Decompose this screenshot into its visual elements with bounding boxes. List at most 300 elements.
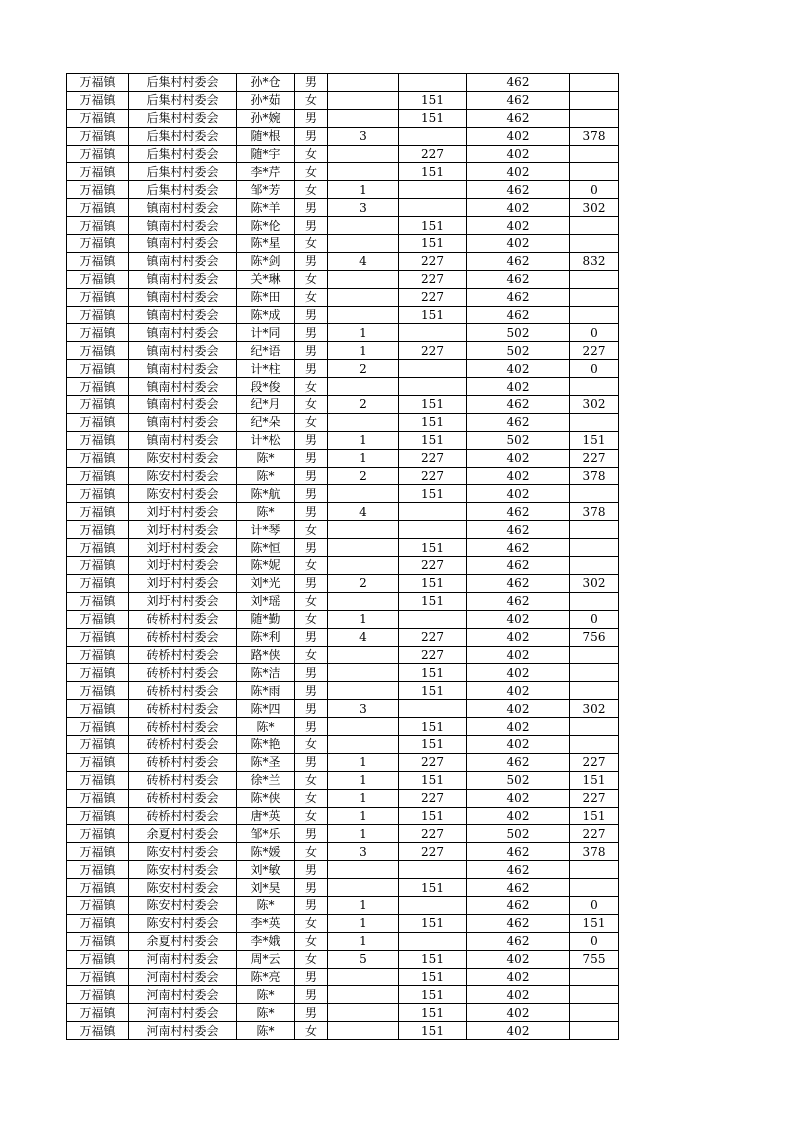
town-cell: 万福镇 bbox=[67, 574, 129, 592]
count-cell: 1 bbox=[328, 789, 399, 807]
name-cell: 陈*成 bbox=[237, 306, 295, 324]
value-c-cell bbox=[570, 557, 619, 575]
village-cell: 余夏村村委会 bbox=[129, 932, 237, 950]
count-cell: 4 bbox=[328, 252, 399, 270]
village-cell: 砖桥村村委会 bbox=[129, 664, 237, 682]
name-cell: 刘*光 bbox=[237, 574, 295, 592]
value-a-cell bbox=[399, 378, 467, 396]
name-cell: 李*芹 bbox=[237, 163, 295, 181]
gender-cell: 女 bbox=[295, 235, 328, 253]
gender-cell: 男 bbox=[295, 74, 328, 92]
value-b-cell: 462 bbox=[467, 413, 570, 431]
town-cell: 万福镇 bbox=[67, 467, 129, 485]
name-cell: 陈*雨 bbox=[237, 682, 295, 700]
village-cell: 砖桥村村委会 bbox=[129, 753, 237, 771]
count-cell bbox=[328, 592, 399, 610]
town-cell: 万福镇 bbox=[67, 109, 129, 127]
value-c-cell: 0 bbox=[570, 932, 619, 950]
table-row bbox=[67, 306, 619, 324]
value-b-cell: 462 bbox=[467, 896, 570, 914]
gender-cell: 女 bbox=[295, 932, 328, 950]
gender-cell: 女 bbox=[295, 1022, 328, 1040]
value-b-cell: 462 bbox=[467, 932, 570, 950]
town-cell: 万福镇 bbox=[67, 700, 129, 718]
town-cell: 万福镇 bbox=[67, 431, 129, 449]
value-a-cell bbox=[399, 503, 467, 521]
count-cell bbox=[328, 270, 399, 288]
name-cell: 陈*圣 bbox=[237, 753, 295, 771]
village-cell: 镇南村村委会 bbox=[129, 378, 237, 396]
table-row bbox=[67, 288, 619, 306]
name-cell: 纪*语 bbox=[237, 342, 295, 360]
village-cell: 砖桥村村委会 bbox=[129, 718, 237, 736]
value-b-cell: 502 bbox=[467, 825, 570, 843]
village-cell: 后集村村委会 bbox=[129, 91, 237, 109]
name-cell: 刘*瑶 bbox=[237, 592, 295, 610]
gender-cell: 男 bbox=[295, 127, 328, 145]
town-cell: 万福镇 bbox=[67, 181, 129, 199]
count-cell bbox=[328, 413, 399, 431]
village-cell: 陈安村村委会 bbox=[129, 879, 237, 897]
table-row bbox=[67, 378, 619, 396]
name-cell: 陈*田 bbox=[237, 288, 295, 306]
value-c-cell: 227 bbox=[570, 753, 619, 771]
count-cell: 1 bbox=[328, 825, 399, 843]
town-cell: 万福镇 bbox=[67, 74, 129, 92]
table-row bbox=[67, 861, 619, 879]
value-a-cell bbox=[399, 181, 467, 199]
village-cell: 镇南村村委会 bbox=[129, 217, 237, 235]
count-cell bbox=[328, 682, 399, 700]
gender-cell: 女 bbox=[295, 807, 328, 825]
table-row bbox=[67, 700, 619, 718]
name-cell: 纪*朵 bbox=[237, 413, 295, 431]
value-b-cell: 402 bbox=[467, 145, 570, 163]
table-row bbox=[67, 825, 619, 843]
table-row bbox=[67, 896, 619, 914]
count-cell: 4 bbox=[328, 503, 399, 521]
value-c-cell bbox=[570, 1022, 619, 1040]
data-table bbox=[66, 73, 619, 1040]
value-c-cell: 302 bbox=[570, 396, 619, 414]
value-b-cell: 402 bbox=[467, 378, 570, 396]
table-row bbox=[67, 503, 619, 521]
table-row bbox=[67, 467, 619, 485]
value-b-cell: 462 bbox=[467, 843, 570, 861]
gender-cell: 男 bbox=[295, 825, 328, 843]
table-row bbox=[67, 771, 619, 789]
town-cell: 万福镇 bbox=[67, 735, 129, 753]
value-c-cell bbox=[570, 378, 619, 396]
village-cell: 镇南村村委会 bbox=[129, 235, 237, 253]
village-cell: 镇南村村委会 bbox=[129, 360, 237, 378]
village-cell: 镇南村村委会 bbox=[129, 252, 237, 270]
count-cell: 1 bbox=[328, 753, 399, 771]
count-cell: 1 bbox=[328, 610, 399, 628]
value-c-cell bbox=[570, 682, 619, 700]
count-cell bbox=[328, 1022, 399, 1040]
count-cell bbox=[328, 521, 399, 539]
value-a-cell: 151 bbox=[399, 109, 467, 127]
value-a-cell bbox=[399, 896, 467, 914]
name-cell: 计*柱 bbox=[237, 360, 295, 378]
name-cell: 陈*航 bbox=[237, 485, 295, 503]
gender-cell: 女 bbox=[295, 378, 328, 396]
value-c-cell bbox=[570, 664, 619, 682]
value-b-cell: 462 bbox=[467, 861, 570, 879]
count-cell bbox=[328, 378, 399, 396]
gender-cell: 男 bbox=[295, 539, 328, 557]
gender-cell: 男 bbox=[295, 986, 328, 1004]
value-c-cell bbox=[570, 718, 619, 736]
count-cell: 3 bbox=[328, 127, 399, 145]
table-row bbox=[67, 252, 619, 270]
gender-cell: 男 bbox=[295, 753, 328, 771]
count-cell bbox=[328, 288, 399, 306]
value-c-cell bbox=[570, 91, 619, 109]
value-b-cell: 402 bbox=[467, 163, 570, 181]
value-a-cell: 151 bbox=[399, 539, 467, 557]
name-cell: 计*松 bbox=[237, 431, 295, 449]
town-cell: 万福镇 bbox=[67, 378, 129, 396]
value-a-cell: 151 bbox=[399, 968, 467, 986]
value-b-cell: 462 bbox=[467, 91, 570, 109]
count-cell: 1 bbox=[328, 771, 399, 789]
name-cell: 孙*仓 bbox=[237, 74, 295, 92]
value-c-cell: 0 bbox=[570, 610, 619, 628]
name-cell: 陈*亮 bbox=[237, 968, 295, 986]
value-a-cell: 151 bbox=[399, 163, 467, 181]
town-cell: 万福镇 bbox=[67, 682, 129, 700]
table-row bbox=[67, 718, 619, 736]
value-a-cell: 151 bbox=[399, 91, 467, 109]
village-cell: 后集村村委会 bbox=[129, 181, 237, 199]
value-c-cell bbox=[570, 270, 619, 288]
village-cell: 后集村村委会 bbox=[129, 109, 237, 127]
gender-cell: 男 bbox=[295, 682, 328, 700]
town-cell: 万福镇 bbox=[67, 646, 129, 664]
village-cell: 砖桥村村委会 bbox=[129, 682, 237, 700]
name-cell: 陈* bbox=[237, 986, 295, 1004]
gender-cell: 女 bbox=[295, 145, 328, 163]
count-cell bbox=[328, 91, 399, 109]
town-cell: 万福镇 bbox=[67, 503, 129, 521]
value-c-cell bbox=[570, 861, 619, 879]
name-cell: 陈*剑 bbox=[237, 252, 295, 270]
count-cell: 3 bbox=[328, 199, 399, 217]
value-a-cell: 151 bbox=[399, 664, 467, 682]
table-row bbox=[67, 324, 619, 342]
value-a-cell bbox=[399, 324, 467, 342]
name-cell: 陈*利 bbox=[237, 628, 295, 646]
value-c-cell: 227 bbox=[570, 449, 619, 467]
town-cell: 万福镇 bbox=[67, 825, 129, 843]
value-b-cell: 462 bbox=[467, 181, 570, 199]
town-cell: 万福镇 bbox=[67, 163, 129, 181]
value-a-cell bbox=[399, 521, 467, 539]
name-cell: 孙*茹 bbox=[237, 91, 295, 109]
name-cell: 陈*侠 bbox=[237, 789, 295, 807]
gender-cell: 女 bbox=[295, 521, 328, 539]
name-cell: 唐*英 bbox=[237, 807, 295, 825]
value-c-cell bbox=[570, 109, 619, 127]
table-row bbox=[67, 879, 619, 897]
village-cell: 砖桥村村委会 bbox=[129, 610, 237, 628]
gender-cell: 女 bbox=[295, 735, 328, 753]
town-cell: 万福镇 bbox=[67, 127, 129, 145]
gender-cell: 女 bbox=[295, 950, 328, 968]
count-cell: 3 bbox=[328, 700, 399, 718]
town-cell: 万福镇 bbox=[67, 199, 129, 217]
value-a-cell: 151 bbox=[399, 574, 467, 592]
name-cell: 陈*四 bbox=[237, 700, 295, 718]
village-cell: 刘圩村村委会 bbox=[129, 539, 237, 557]
village-cell: 镇南村村委会 bbox=[129, 413, 237, 431]
village-cell: 镇南村村委会 bbox=[129, 324, 237, 342]
value-b-cell: 402 bbox=[467, 950, 570, 968]
value-c-cell bbox=[570, 145, 619, 163]
value-c-cell: 0 bbox=[570, 896, 619, 914]
table-row bbox=[67, 163, 619, 181]
gender-cell: 男 bbox=[295, 199, 328, 217]
name-cell: 计*琴 bbox=[237, 521, 295, 539]
value-a-cell: 151 bbox=[399, 431, 467, 449]
table-row bbox=[67, 235, 619, 253]
value-c-cell bbox=[570, 879, 619, 897]
value-b-cell: 402 bbox=[467, 789, 570, 807]
table-row bbox=[67, 127, 619, 145]
value-b-cell: 462 bbox=[467, 306, 570, 324]
value-c-cell bbox=[570, 539, 619, 557]
town-cell: 万福镇 bbox=[67, 807, 129, 825]
value-a-cell: 151 bbox=[399, 592, 467, 610]
village-cell: 刘圩村村委会 bbox=[129, 521, 237, 539]
gender-cell: 女 bbox=[295, 91, 328, 109]
village-cell: 陈安村村委会 bbox=[129, 467, 237, 485]
value-c-cell: 227 bbox=[570, 789, 619, 807]
town-cell: 万福镇 bbox=[67, 771, 129, 789]
value-a-cell: 227 bbox=[399, 252, 467, 270]
value-b-cell: 402 bbox=[467, 807, 570, 825]
gender-cell: 女 bbox=[295, 163, 328, 181]
value-c-cell bbox=[570, 735, 619, 753]
name-cell: 周*云 bbox=[237, 950, 295, 968]
table-body bbox=[67, 74, 619, 1040]
value-a-cell: 151 bbox=[399, 413, 467, 431]
village-cell: 刘圩村村委会 bbox=[129, 503, 237, 521]
value-b-cell: 462 bbox=[467, 521, 570, 539]
table-row bbox=[67, 950, 619, 968]
village-cell: 陈安村村委会 bbox=[129, 914, 237, 932]
gender-cell: 女 bbox=[295, 592, 328, 610]
value-b-cell: 402 bbox=[467, 199, 570, 217]
gender-cell: 男 bbox=[295, 718, 328, 736]
gender-cell: 男 bbox=[295, 879, 328, 897]
table-row bbox=[67, 735, 619, 753]
count-cell: 3 bbox=[328, 843, 399, 861]
village-cell: 陈安村村委会 bbox=[129, 861, 237, 879]
gender-cell: 女 bbox=[295, 288, 328, 306]
gender-cell: 女 bbox=[295, 771, 328, 789]
value-c-cell bbox=[570, 1004, 619, 1022]
count-cell: 1 bbox=[328, 807, 399, 825]
count-cell: 2 bbox=[328, 360, 399, 378]
count-cell bbox=[328, 968, 399, 986]
count-cell: 1 bbox=[328, 914, 399, 932]
count-cell bbox=[328, 664, 399, 682]
value-c-cell: 151 bbox=[570, 431, 619, 449]
count-cell: 2 bbox=[328, 467, 399, 485]
town-cell: 万福镇 bbox=[67, 950, 129, 968]
name-cell: 陈*伦 bbox=[237, 217, 295, 235]
value-c-cell bbox=[570, 306, 619, 324]
table-row bbox=[67, 485, 619, 503]
value-a-cell: 151 bbox=[399, 986, 467, 1004]
village-cell: 河南村村委会 bbox=[129, 950, 237, 968]
value-a-cell: 151 bbox=[399, 217, 467, 235]
village-cell: 砖桥村村委会 bbox=[129, 771, 237, 789]
table-row bbox=[67, 270, 619, 288]
town-cell: 万福镇 bbox=[67, 1004, 129, 1022]
value-b-cell: 402 bbox=[467, 467, 570, 485]
count-cell: 1 bbox=[328, 431, 399, 449]
value-c-cell: 378 bbox=[570, 127, 619, 145]
village-cell: 陈安村村委会 bbox=[129, 485, 237, 503]
name-cell: 徐*兰 bbox=[237, 771, 295, 789]
town-cell: 万福镇 bbox=[67, 145, 129, 163]
town-cell: 万福镇 bbox=[67, 986, 129, 1004]
name-cell: 路*侠 bbox=[237, 646, 295, 664]
count-cell bbox=[328, 217, 399, 235]
value-c-cell: 378 bbox=[570, 503, 619, 521]
value-a-cell: 227 bbox=[399, 467, 467, 485]
value-b-cell: 402 bbox=[467, 610, 570, 628]
gender-cell: 男 bbox=[295, 1004, 328, 1022]
name-cell: 邹*芳 bbox=[237, 181, 295, 199]
count-cell bbox=[328, 879, 399, 897]
gender-cell: 女 bbox=[295, 181, 328, 199]
value-b-cell: 462 bbox=[467, 753, 570, 771]
value-b-cell: 462 bbox=[467, 74, 570, 92]
count-cell bbox=[328, 1004, 399, 1022]
table-row bbox=[67, 628, 619, 646]
gender-cell: 男 bbox=[295, 217, 328, 235]
value-c-cell bbox=[570, 986, 619, 1004]
town-cell: 万福镇 bbox=[67, 861, 129, 879]
value-a-cell: 227 bbox=[399, 449, 467, 467]
town-cell: 万福镇 bbox=[67, 664, 129, 682]
value-c-cell bbox=[570, 288, 619, 306]
table-row bbox=[67, 843, 619, 861]
value-a-cell bbox=[399, 360, 467, 378]
town-cell: 万福镇 bbox=[67, 592, 129, 610]
gender-cell: 男 bbox=[295, 861, 328, 879]
value-c-cell bbox=[570, 74, 619, 92]
table-row bbox=[67, 914, 619, 932]
value-b-cell: 462 bbox=[467, 109, 570, 127]
village-cell: 陈安村村委会 bbox=[129, 449, 237, 467]
value-b-cell: 502 bbox=[467, 771, 570, 789]
village-cell: 余夏村村委会 bbox=[129, 825, 237, 843]
name-cell: 陈*媛 bbox=[237, 843, 295, 861]
town-cell: 万福镇 bbox=[67, 753, 129, 771]
value-b-cell: 462 bbox=[467, 270, 570, 288]
gender-cell: 男 bbox=[295, 700, 328, 718]
village-cell: 砖桥村村委会 bbox=[129, 646, 237, 664]
value-b-cell: 402 bbox=[467, 718, 570, 736]
town-cell: 万福镇 bbox=[67, 557, 129, 575]
value-c-cell: 302 bbox=[570, 574, 619, 592]
village-cell: 镇南村村委会 bbox=[129, 342, 237, 360]
value-b-cell: 502 bbox=[467, 324, 570, 342]
count-cell bbox=[328, 735, 399, 753]
town-cell: 万福镇 bbox=[67, 235, 129, 253]
gender-cell: 女 bbox=[295, 789, 328, 807]
town-cell: 万福镇 bbox=[67, 306, 129, 324]
gender-cell: 男 bbox=[295, 896, 328, 914]
town-cell: 万福镇 bbox=[67, 968, 129, 986]
value-b-cell: 502 bbox=[467, 342, 570, 360]
village-cell: 镇南村村委会 bbox=[129, 199, 237, 217]
value-a-cell: 227 bbox=[399, 843, 467, 861]
town-cell: 万福镇 bbox=[67, 252, 129, 270]
name-cell: 刘*昊 bbox=[237, 879, 295, 897]
village-cell: 镇南村村委会 bbox=[129, 306, 237, 324]
gender-cell: 男 bbox=[295, 431, 328, 449]
value-b-cell: 402 bbox=[467, 682, 570, 700]
value-a-cell: 151 bbox=[399, 1004, 467, 1022]
gender-cell: 男 bbox=[295, 306, 328, 324]
value-b-cell: 462 bbox=[467, 396, 570, 414]
table-row bbox=[67, 986, 619, 1004]
value-a-cell: 227 bbox=[399, 270, 467, 288]
village-cell: 砖桥村村委会 bbox=[129, 700, 237, 718]
gender-cell: 女 bbox=[295, 646, 328, 664]
name-cell: 陈* bbox=[237, 1004, 295, 1022]
village-cell: 河南村村委会 bbox=[129, 1022, 237, 1040]
value-c-cell: 151 bbox=[570, 807, 619, 825]
count-cell: 1 bbox=[328, 324, 399, 342]
gender-cell: 男 bbox=[295, 109, 328, 127]
village-cell: 河南村村委会 bbox=[129, 986, 237, 1004]
value-c-cell bbox=[570, 521, 619, 539]
gender-cell: 女 bbox=[295, 413, 328, 431]
gender-cell: 男 bbox=[295, 485, 328, 503]
value-a-cell: 151 bbox=[399, 306, 467, 324]
value-b-cell: 402 bbox=[467, 646, 570, 664]
value-a-cell: 227 bbox=[399, 288, 467, 306]
value-a-cell: 151 bbox=[399, 682, 467, 700]
count-cell bbox=[328, 235, 399, 253]
value-c-cell bbox=[570, 217, 619, 235]
table-row bbox=[67, 1004, 619, 1022]
value-c-cell bbox=[570, 592, 619, 610]
value-b-cell: 402 bbox=[467, 217, 570, 235]
town-cell: 万福镇 bbox=[67, 539, 129, 557]
gender-cell: 男 bbox=[295, 360, 328, 378]
table-row bbox=[67, 360, 619, 378]
name-cell: 计*同 bbox=[237, 324, 295, 342]
town-cell: 万福镇 bbox=[67, 324, 129, 342]
value-a-cell: 151 bbox=[399, 807, 467, 825]
value-a-cell: 151 bbox=[399, 235, 467, 253]
town-cell: 万福镇 bbox=[67, 485, 129, 503]
village-cell: 河南村村委会 bbox=[129, 1004, 237, 1022]
value-b-cell: 402 bbox=[467, 127, 570, 145]
name-cell: 陈*妮 bbox=[237, 557, 295, 575]
value-c-cell: 378 bbox=[570, 467, 619, 485]
value-b-cell: 462 bbox=[467, 503, 570, 521]
